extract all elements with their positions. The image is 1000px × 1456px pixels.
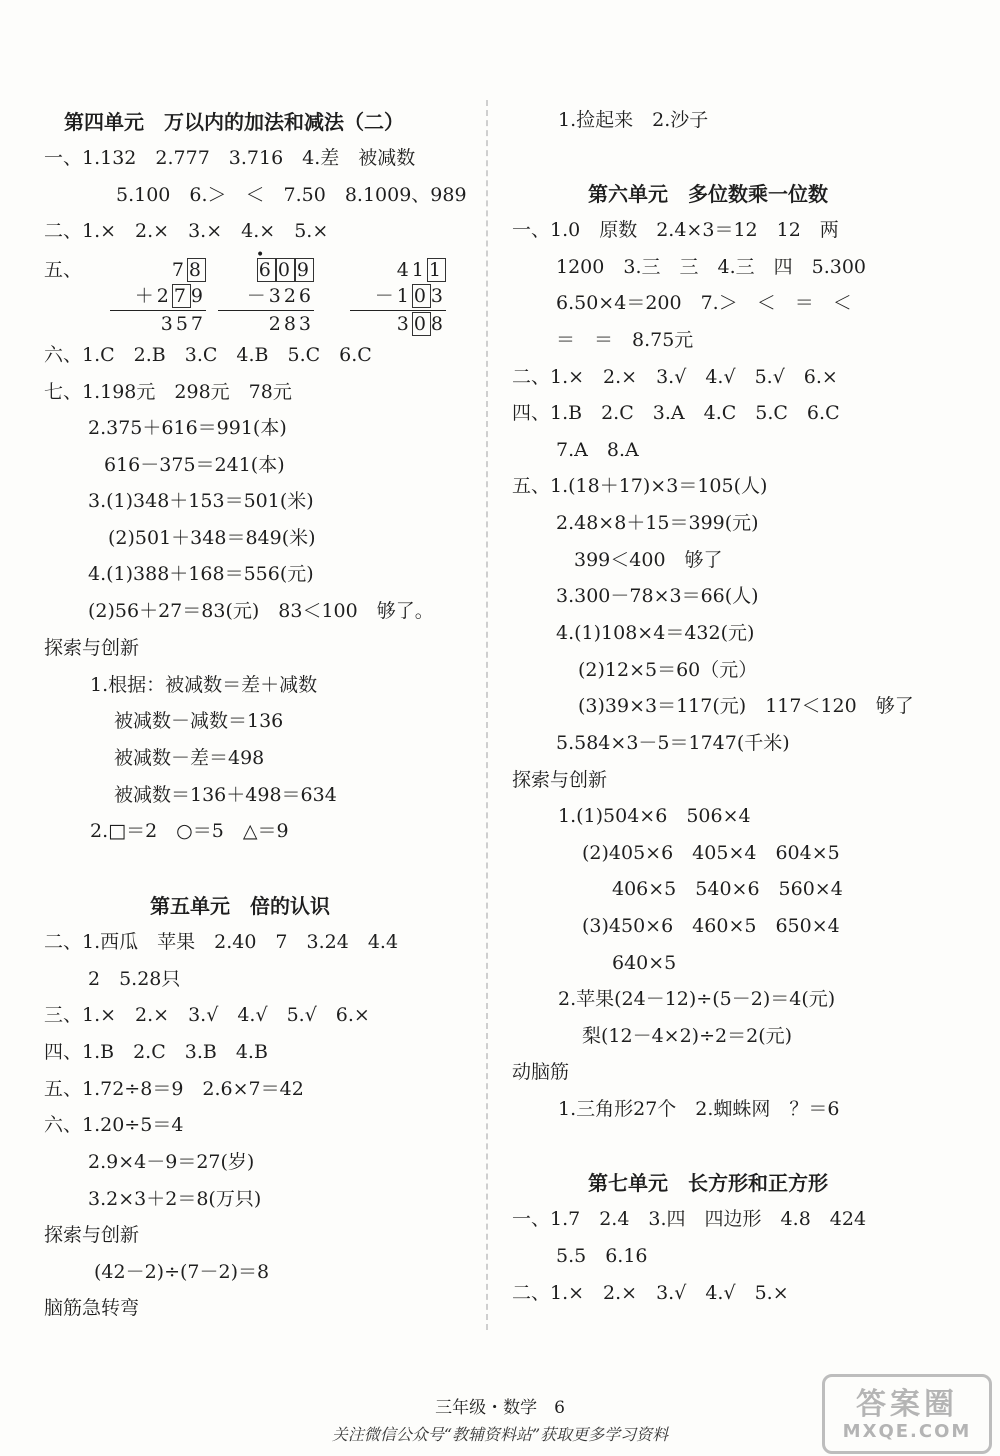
answer-line: 被减数－差＝498 xyxy=(114,747,265,769)
column-divider xyxy=(486,100,488,1330)
answer-line: 4.(1)388＋168＝556(元) xyxy=(88,563,314,585)
answer-line: 3.2×3＋2＝8(万只) xyxy=(88,1188,262,1210)
answer-line: (2)501＋348＝849(米) xyxy=(108,527,316,549)
calc-row: 7 8 xyxy=(171,259,204,281)
answer-line: 五、1.72÷8＝9 2.6×7＝42 xyxy=(44,1078,304,1100)
answer-line: 2.375＋616＝991(本) xyxy=(88,417,287,439)
answer-line: 四、1.B 2.C 3.A 4.C 5.C 6.C xyxy=(512,402,840,424)
answer-line: (2)12×5＝60（元） xyxy=(578,659,758,681)
answer-line: 1.三角形27个 2.蜘蛛网 ？＝6 xyxy=(558,1098,840,1120)
calc-row: －1 0 3 xyxy=(374,285,446,307)
calc-row: －326 xyxy=(246,285,314,307)
answer-line: (3)39×3＝117(元) 117＜120 够了 xyxy=(578,695,914,717)
answer-line: 2.苹果(24－12)÷(5－2)＝4(元) xyxy=(558,988,836,1010)
answer-line: 406×5 540×6 560×4 xyxy=(612,878,843,900)
answer-line: 二、1.× 2.× 3.√ 4.√ 5.× xyxy=(512,1282,789,1304)
answer-line: 2 5.28只 xyxy=(88,968,181,990)
answer-line: (42－2)÷(7－2)＝8 xyxy=(94,1261,270,1283)
answer-line: 三、1.× 2.× 3.√ 4.√ 5.√ 6.× xyxy=(44,1004,370,1026)
answer-line: 探索与创新 xyxy=(512,769,608,791)
answer-line: 四、1.B 2.C 3.B 4.B xyxy=(44,1041,268,1063)
calc-row: ＋2 7 9 xyxy=(134,285,206,307)
answer-line: 640×5 xyxy=(612,952,677,974)
watermark-cn: 答案圈 xyxy=(856,1387,958,1422)
answer-line: 二、1.× 2.× 3.√ 4.√ 5.√ 6.× xyxy=(512,366,838,388)
section-title: 第四单元 万以内的加法和减法（二） xyxy=(64,110,404,134)
answer-line: 被减数＝136＋498＝634 xyxy=(114,784,337,806)
section-title: 第六单元 多位数乘一位数 xyxy=(588,182,828,206)
calc-row: 41 1 xyxy=(396,259,444,281)
calc-line xyxy=(110,310,206,311)
answer-line: 2.48×8＋15＝399(元) xyxy=(556,512,759,534)
answer-line: 脑筋急转弯 xyxy=(44,1297,140,1319)
answer-line: 探索与创新 xyxy=(44,637,140,659)
calc-row: 6 0 9 xyxy=(258,259,312,281)
calc-line xyxy=(218,310,314,311)
answer-line: ＝ ＝ 8.75元 xyxy=(556,329,694,351)
watermark-en: MXQE.COM xyxy=(842,1421,972,1442)
answer-line: 399＜400 够了 xyxy=(574,549,723,571)
answer-line: (2)56＋27＝83(元) 83＜100 够了。 xyxy=(88,600,434,622)
answer-line: 2.9×4－9＝27(岁) xyxy=(88,1151,255,1173)
answer-line: 五、 xyxy=(44,259,83,281)
answer-line: 探索与创新 xyxy=(44,1224,140,1246)
page-footer: 三年级・数学 6 xyxy=(435,1398,565,1418)
carry-dot: • xyxy=(256,247,265,263)
answer-line: 7.A 8.A xyxy=(556,439,639,461)
section-title: 第七单元 长方形和正方形 xyxy=(588,1171,828,1195)
answer-line: 6.50×4＝200 7.＞ ＜ ＝ ＜ xyxy=(556,292,852,314)
answer-line: (2)405×6 405×4 604×5 xyxy=(582,842,840,864)
answer-line: 六、1.20÷5＝4 xyxy=(44,1114,184,1136)
answer-line: (3)450×6 460×5 650×4 xyxy=(582,915,840,937)
answer-line: 1.捡起来 2.沙子 xyxy=(558,109,709,131)
answer-line: 3.(1)348＋153＝501(米) xyxy=(88,490,314,512)
answer-line: 五、1.(18＋17)×3＝105(人) xyxy=(512,475,768,497)
answer-line: 1200 3.三 三 4.三 四 5.300 xyxy=(556,256,867,278)
answer-line: 3.300－78×3＝66(人) xyxy=(556,585,759,607)
answer-line: 二、1.西瓜 苹果 2.40 7 3.24 4.4 xyxy=(44,931,399,953)
watermark-logo xyxy=(822,1374,992,1454)
answer-line: 5.100 6.＞ ＜ 7.50 8.1009、989 xyxy=(116,184,467,206)
answer-line: 被减数－减数＝136 xyxy=(114,710,284,732)
answer-line: 一、1.132 2.777 3.716 4.差 被减数 xyxy=(44,147,416,169)
bottom-note: 关注微信公众号“教辅资料站”获取更多学习资料 xyxy=(331,1425,669,1444)
answer-line: 1.(1)504×6 506×4 xyxy=(558,805,751,827)
calc-result: 357 xyxy=(160,313,206,335)
calc-line xyxy=(350,310,446,311)
answer-line: 六、1.C 2.B 3.C 4.B 5.C 6.C xyxy=(44,344,372,366)
answer-line: 梨(12－4×2)÷2＝2(元) xyxy=(582,1025,793,1047)
answer-line: 5.5 6.16 xyxy=(556,1245,648,1267)
answer-line: 一、1.7 2.4 3.四 四边形 4.8 424 xyxy=(512,1208,867,1230)
answer-line: 七、1.198元 298元 78元 xyxy=(44,381,292,403)
answer-line: 一、1.0 原数 2.4×3＝12 12 两 xyxy=(512,219,839,241)
answer-line: 5.584×3－5＝1747(千米) xyxy=(556,732,790,754)
section-title: 第五单元 倍的认识 xyxy=(150,894,330,918)
answer-line: 2.□＝2 ○＝5 △＝9 xyxy=(90,820,289,842)
answer-line: 二、1.× 2.× 3.× 4.× 5.× xyxy=(44,220,329,242)
calc-result: 3 0 8 xyxy=(396,313,446,335)
answer-line: 动脑筋 xyxy=(512,1061,570,1083)
answer-line: 1.根据：被减数＝差＋减数 xyxy=(90,674,318,696)
answer-line: 616－375＝241(本) xyxy=(104,454,285,476)
answer-line: 4.(1)108×4＝432(元) xyxy=(556,622,755,644)
calc-result: 283 xyxy=(268,313,314,335)
